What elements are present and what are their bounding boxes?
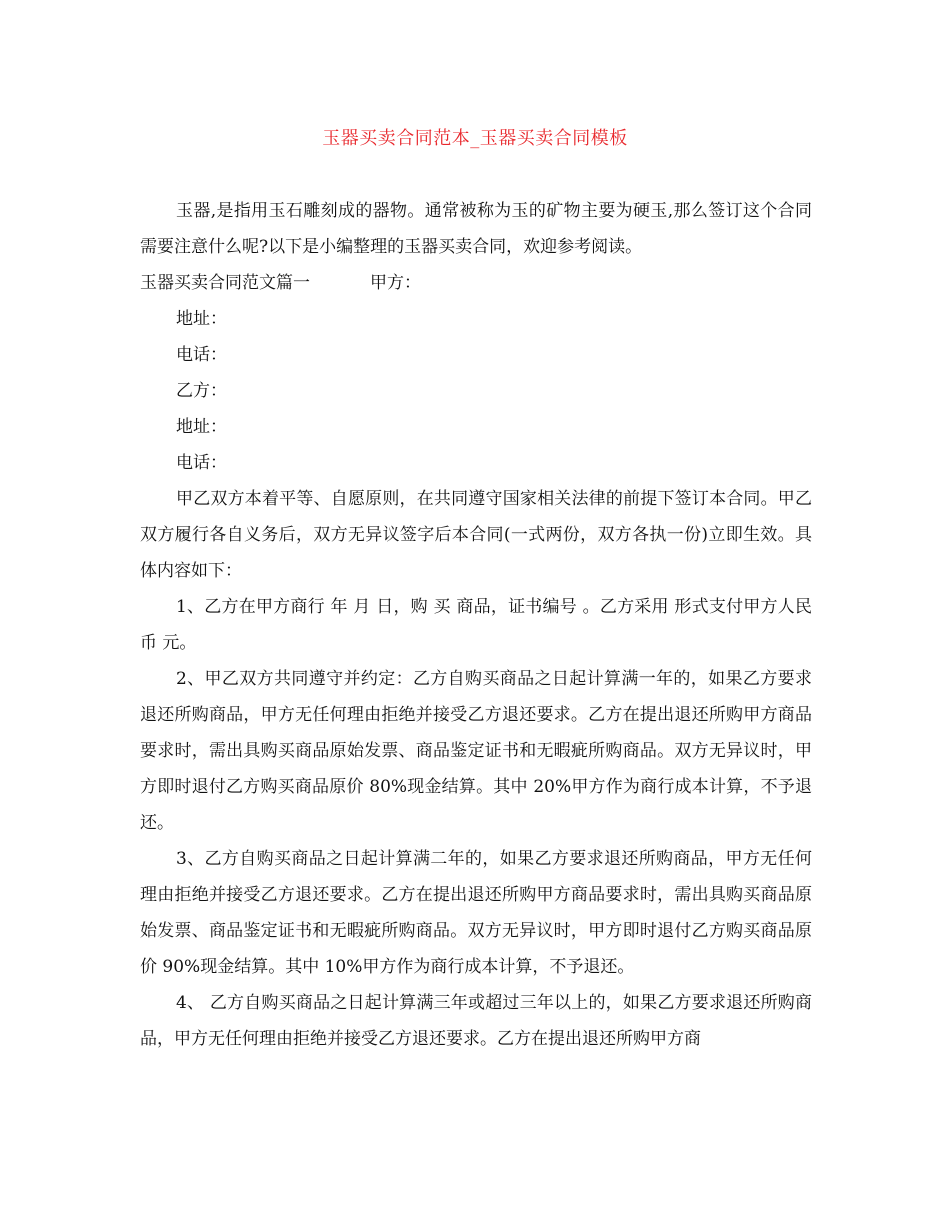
clause-1: 1、乙方在甲方商行 年 月 日，购 买 商品，证书编号 。乙方采用 形式支付甲方人民币 元。 <box>140 597 812 653</box>
clause-2: 2、甲乙双方共同遵守并约定：乙方自购买商品之日起计算满一年的，如果乙方要求退还所购商品，甲方无任何理由拒绝并接受乙方退还要求。乙方在提出退还所购甲方商品要求时，需出具购买商品原始发票、商品鉴定证书和无暇疵所购商品。双方无异议时，甲方即时退付乙方购买商品原价 80%现金结算。其中 20%甲方作为商行成本计算，不予退还。 <box>140 669 812 833</box>
party-a-phone: 电话： <box>176 345 227 365</box>
party-b-label: 乙方： <box>176 381 227 401</box>
party-a-label: 甲方： <box>370 273 421 293</box>
section-heading-row <box>140 265 812 301</box>
party-b-address: 地址： <box>176 417 227 437</box>
clause-4: 4、 乙方自购买商品之日起计算满三年或超过三年以上的，如果乙方要求退还所购商品，甲方无任何理由拒绝并接受乙方退还要求。乙方在提出退还所购甲方商 <box>140 993 812 1049</box>
spacer <box>310 265 370 301</box>
clause-3: 3、乙方自购买商品之日起计算满二年的，如果乙方要求退还所购商品，甲方无任何理由拒绝并接受乙方退还要求。乙方在提出退还所购甲方商品要求时，需出具购买商品原始发票、商品鉴定证书和无暇疵所购商品。双方无异议时，甲方即时退付乙方购买商品原价 90%现金结算。其中 10%甲方作为商行成本计算，不予退还。 <box>140 849 812 977</box>
party-b-phone: 电话： <box>176 453 227 473</box>
section-heading: 玉器买卖合同范文篇一 <box>140 273 310 293</box>
party-a-address: 地址： <box>176 309 227 329</box>
document-body <box>140 193 812 1057</box>
document-title: 玉器买卖合同范本_玉器买卖合同模板 <box>322 128 628 149</box>
preamble-paragraph: 甲乙双方本着平等、自愿原则，在共同遵守国家相关法律的前提下签订本合同。甲乙双方履行各自义务后，双方无异议签字后本合同(一式两份，双方各执一份)立即生效。具体内容如下： <box>140 489 812 581</box>
intro-paragraph: 玉器,是指用玉石雕刻成的器物。通常被称为玉的矿物主要为硬玉,那么签订这个合同需要注意什么呢?以下是小编整理的玉器买卖合同，欢迎参考阅读。 <box>140 201 812 257</box>
